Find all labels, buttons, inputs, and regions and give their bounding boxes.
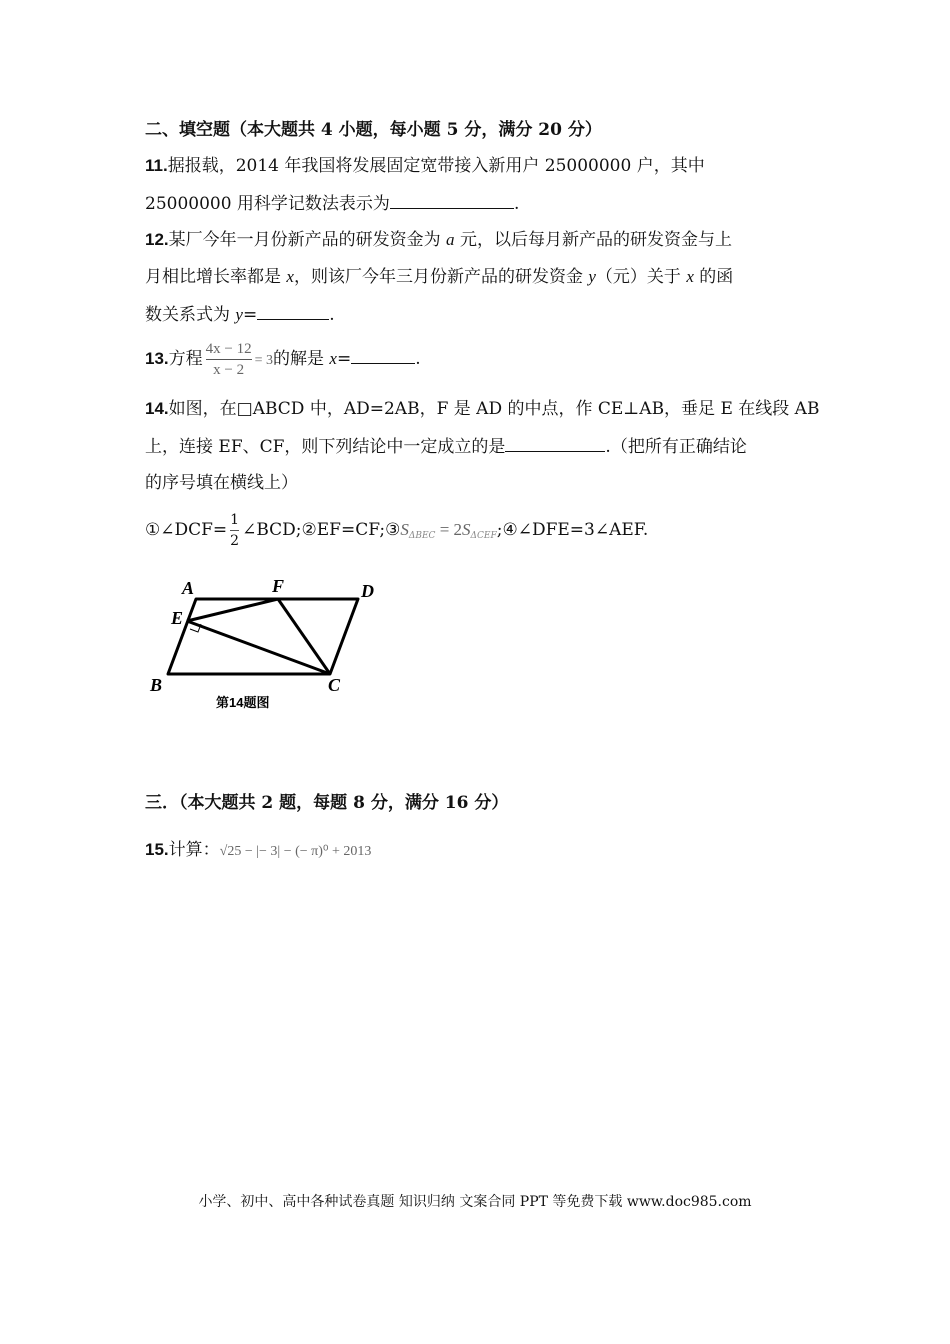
page-footer: 小学、初中、高中各种试卷真题 知识归纳 文案合同 PPT 等免费下载 www.doc985.com [198,1194,752,1210]
q12-text1a: 某厂今年一月份新产品的研发资金为 [168,230,447,250]
segment-ec [187,621,330,674]
label-b: B [150,675,163,695]
q13-var-x: x [329,349,337,368]
q12-line3 [145,303,335,326]
q14-option4: ;④∠DFE=3∠AEF. [496,520,649,540]
section-2-title: 二、填空题（本大题共 4 小题，每小题 5 分，满分 20 分） [145,120,602,140]
q14-number: 14. [145,399,169,418]
q14-option1-post: ∠BCD;②EF=CF;③ [242,520,401,540]
q13-text-post: 的解是 [273,349,330,369]
q11-text2: 25000000 用科学记数法表示为 [145,194,390,214]
q12-var-y: y [588,267,596,286]
q13-answer-blank[interactable] [351,347,415,364]
q15-number: 15. [145,840,169,859]
q14-option3-s2: S [462,520,471,539]
q14-fraction-den: 2 [230,530,239,551]
section-3-title: 三．（本大题共 2 题，每题 8 分，满分 16 分） [145,793,509,813]
q13-numerator: 4x − 12 [205,341,252,357]
figure-caption: 第14题图 [216,695,270,710]
q14-option3-s1: S [400,520,409,539]
q12-equals: = [242,305,258,325]
segment-fc [278,599,330,674]
q12-var-x: x [286,267,294,286]
q14-fraction-num: 1 [230,512,240,528]
q12-text2b: ，则该厂今年三月份新产品的研发资金 [293,267,589,287]
q12-var-a: a [446,230,455,249]
q12-answer-blank[interactable] [257,303,329,320]
q14-line1 [145,398,819,420]
q12-text2a: 月相比增长率都是 [145,267,287,287]
q15-line [145,839,371,863]
q13-fraction [206,339,252,380]
q12-line1 [145,229,732,251]
label-c: C [328,675,341,695]
label-a: A [182,578,195,598]
q13-line [145,337,421,383]
q12-text3a: 数关系式为 [145,305,236,325]
q14-option1-fraction [230,510,239,551]
q11-line1 [145,155,705,177]
q14-options [145,508,648,558]
q14-answer-blank[interactable] [505,435,605,452]
q14-option3-mid: = 2 [435,520,463,539]
q11-text1: 据报载，2014 年我国将发展固定宽带接入新用户 25000000 户，其中 [167,156,705,176]
q14-text1: 如图，在□ABCD 中，AD=2AB，F 是 AD 的中点，作 CE⊥AB，垂足 E 在线段 AB [168,399,820,419]
label-d: D [361,581,374,601]
q12-period: . [329,305,335,325]
q13-number: 13. [145,349,169,368]
q13-equals: = [336,349,352,369]
parallelogram-abcd [168,599,358,674]
q14-text2a: 上，连接 EF、CF，则下列结论中一定成立的是 [145,437,506,457]
q13-denominator: x − 2 [206,359,252,380]
q12-line2 [145,266,733,288]
q12-var-x2: x [686,267,694,286]
q15-expression: √25 − |− 3| − (− π)⁰ + 2013 [219,844,372,859]
q12-text1b: 元，以后每月新产品的研发资金与上 [454,230,732,250]
q12-text2c: （元）关于 [595,267,687,287]
q12-text2d: 的函 [693,267,734,287]
q11-period: . [513,194,520,214]
q14-option1-pre: ①∠DCF= [145,520,228,540]
q14-text3: 的序号填在横线上） [145,473,298,493]
q12-number: 12. [145,230,169,249]
label-e: E [171,608,184,628]
q11-answer-blank[interactable] [390,192,514,209]
q14-text2b: .（把所有正确结论 [605,437,747,457]
segment-ef [187,599,278,621]
q13-rhs: = 3 [254,353,274,368]
q12-var-y2: y [235,305,243,324]
label-f: F [272,576,285,596]
q14-option3-sub1: ΔBEC [408,531,436,541]
q14-line3 [145,472,298,494]
q13-period: . [415,349,421,369]
parallelogram-figure [140,570,400,720]
q15-text-pre: 计算： [168,840,220,860]
q11-number: 11. [145,156,168,175]
q13-text-pre: 方程 [168,349,203,369]
q14-line2 [145,435,747,458]
q11-line2 [145,192,519,215]
q14-option3-sub2: ΔCEF [470,531,497,541]
